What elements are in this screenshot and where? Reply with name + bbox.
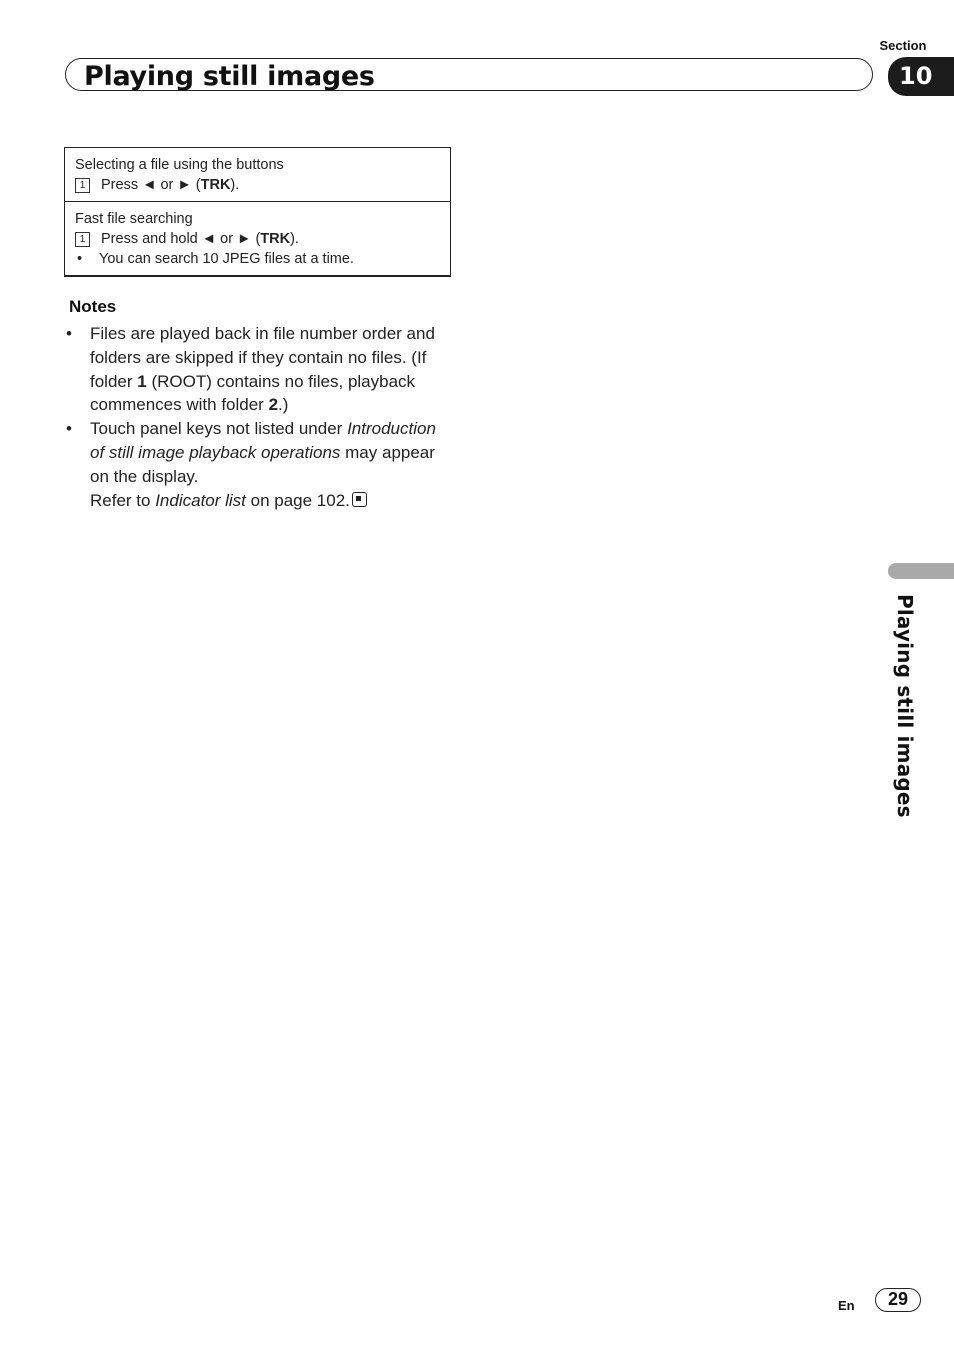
note-text: Touch panel keys not listed under <box>90 419 348 439</box>
step-key: TRK <box>200 177 231 193</box>
instruction-sub-note <box>75 249 440 269</box>
step-text: Press and hold ◄ or ► ( <box>101 231 261 247</box>
note-text: may appear on the display. <box>90 442 435 486</box>
sub-note-text: You can search 10 JPEG files at a time. <box>99 251 354 267</box>
step-text: Press ◄ or ► ( <box>101 177 201 193</box>
instruction-block-fast-search <box>65 201 450 275</box>
note-text: .) <box>278 395 289 415</box>
end-mark-icon <box>352 492 367 507</box>
bullet: • <box>66 419 72 439</box>
bullet: • <box>77 251 83 267</box>
side-tab-marker <box>888 563 954 579</box>
note-italic-reference: Introduction of still image playback operations <box>90 419 436 462</box>
step-key: TRK <box>260 231 291 247</box>
note-text: (ROOT) contains no files, playback commences with folder <box>90 371 416 415</box>
instruction-heading: Selecting a file using the buttons <box>75 157 284 173</box>
instruction-box <box>64 147 451 277</box>
notes-heading: Notes <box>69 297 117 316</box>
note-item <box>64 417 454 512</box>
indicator-list-reference: Indicator list <box>155 490 246 510</box>
note-bold: 1 <box>137 371 147 391</box>
section-number-badge: 10 <box>888 57 954 96</box>
note-text: on page 102. <box>245 490 350 510</box>
step-text-end: ). <box>230 177 240 193</box>
instruction-block-select <box>65 148 450 201</box>
step-text-end: ). <box>290 231 299 247</box>
side-tab-label: Playing still images <box>893 594 917 818</box>
note-text: Refer to <box>90 490 156 510</box>
note-item <box>64 322 454 417</box>
note-text: Files are played back in file number order and folders are skipped if they contain no files. (If folder <box>90 324 435 391</box>
notes-list <box>64 322 454 512</box>
page-title-bar <box>65 58 873 91</box>
page-number: 29 <box>875 1288 921 1312</box>
step-number: 1 <box>75 232 90 247</box>
language-label: En <box>838 1298 855 1313</box>
instruction-step <box>75 175 440 195</box>
instruction-step <box>75 229 440 249</box>
instruction-heading: Fast file searching <box>75 211 193 227</box>
note-bold: 2 <box>268 395 279 415</box>
page-title: Playing still images <box>84 61 375 92</box>
section-label: Section <box>879 38 927 53</box>
step-number: 1 <box>75 178 90 193</box>
bullet: • <box>66 324 72 343</box>
